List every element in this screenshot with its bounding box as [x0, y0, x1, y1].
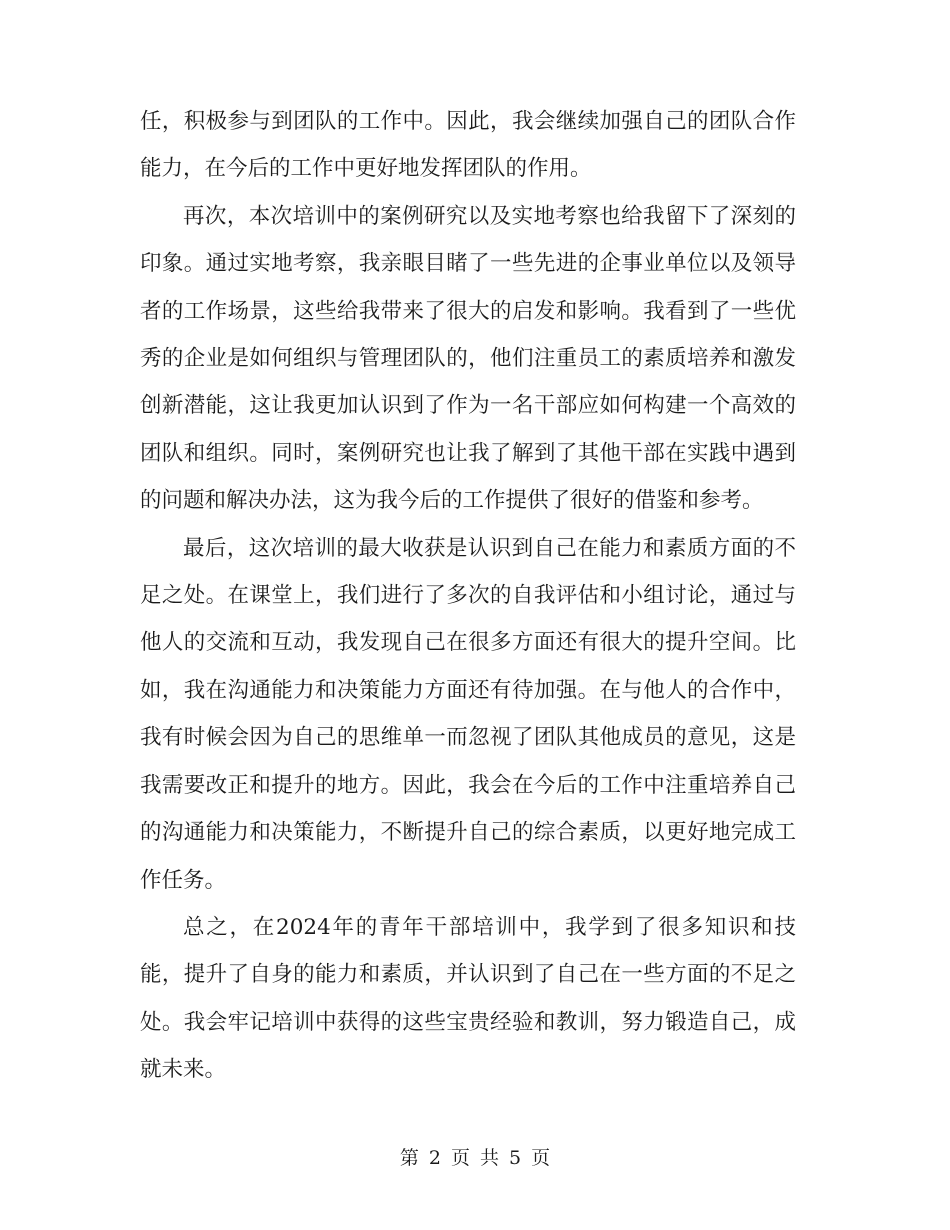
paragraph-shortcomings: 最后，这次培训的最大收获是认识到自己在能力和素质方面的不足之处。在课堂上，我们进行了多次的自我评估和小组讨论，通过与他人的交流和互动，我发现自己在很多方面还有很大的提升空间。比如，我在沟通能力和决策能力方面还有待加强。在与他人的合作中，我有时候会因为自己的思维单一而忽视了团队其他成员的意见，这是我需要改正和提升的地方。因此，我会在今后的工作中注重培养自己的沟通能力和决策能力，不断提升自己的综合素质，以更好地完成工作任务。	[140, 535, 796, 893]
paragraph-case-study: 再次，本次培训中的案例研究以及实地考察也给我留下了深刻的印象。通过实地考察，我亲眼目睹了一些先进的企事业单位以及领导者的工作场景，这些给我带来了很大的启发和影响。我看到了一些优秀的企业是如何组织与管理团队的，他们注重员工的素质培养和激发创新潜能，这让我更加认识到了作为一名干部应如何构建一个高效的团队和组织。同时，案例研究也让我了解到了其他干部在实践中遇到的问题和解决办法，这为我今后的工作提供了很好的借鉴和参考。	[140, 203, 796, 514]
paragraph-continuation: 任，积极参与到团队的工作中。因此，我会继续加强自己的团队合作能力，在今后的工作中更好地发挥团队的作用。	[140, 109, 796, 182]
page-number-footer: 第 2 页 共 5 页	[399, 1147, 551, 1169]
paragraph-conclusion: 总之，在2024年的青年干部培训中，我学到了很多知识和技能，提升了自身的能力和素质，并认识到了自己在一些方面的不足之处。我会牢记培训中获得的这些宝贵经验和教训，努力锻造自己，成就未来。	[140, 914, 796, 1083]
document-body	[140, 98, 796, 1094]
